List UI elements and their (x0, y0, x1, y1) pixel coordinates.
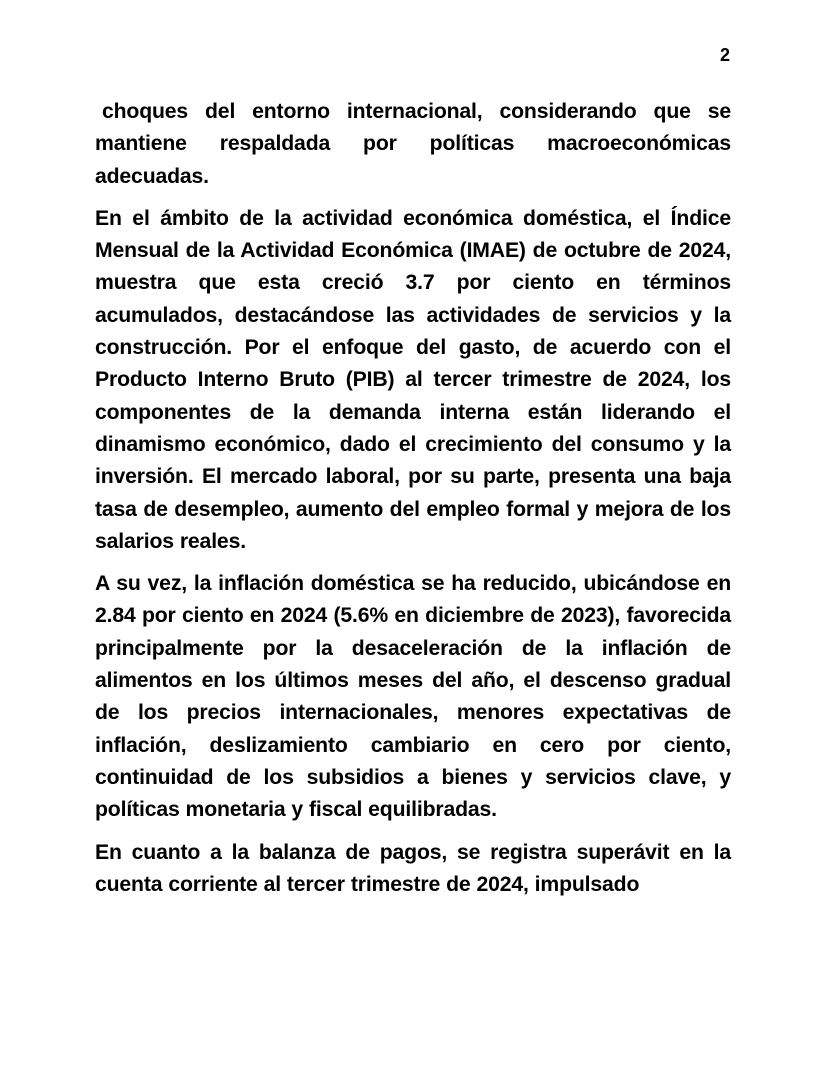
paragraph-continuation: choques del entorno internacional, considerando que se mantiene respaldada por políticas macroeconómicas adecuadas. (95, 100, 731, 188)
page-number: 2 (719, 45, 730, 65)
paragraph-actividad-economica: En el ámbito de la actividad económica doméstica, el Índice Mensual de la Actividad Económica (IMAE) de octubre de 2024, muestra que esta creció 3.7 por ciento en términos acumulados, destacándose las actividades de servicios y la construcción. Por el enfoque del gasto, de acuerdo con el Producto Interno Bruto (PIB) al tercer trimestre de 2024, los componentes de la demanda interna están liderando el dinamismo económico, dado el crecimiento del consumo y la inversión. El mercado laboral, por su parte, presenta una baja tasa de desempleo, aumento del empleo formal y mejora de los salarios reales. (95, 206, 731, 553)
page-header (95, 44, 730, 74)
paragraph-inflacion: A su vez, la inflación doméstica se ha reducido, ubicándose en 2.84 por ciento en 2024 (5.6% en diciembre de 2023), favorecida principalmente por la desaceleración de la inflación de alimentos en los últimos meses del año, el descenso gradual de los precios internacionales, menores expectativas de inflación, deslizamiento cambiario en cero por ciento, continuidad de los subsidios a bienes y servicios clave, y políticas monetaria y fiscal equilibradas. (95, 572, 731, 822)
paragraph-balanza-de-pagos: En cuanto a la balanza de pagos, se registra superávit en la cuenta corriente al tercer trimestre de 2024, impulsado (95, 840, 731, 896)
document-body (95, 96, 731, 901)
